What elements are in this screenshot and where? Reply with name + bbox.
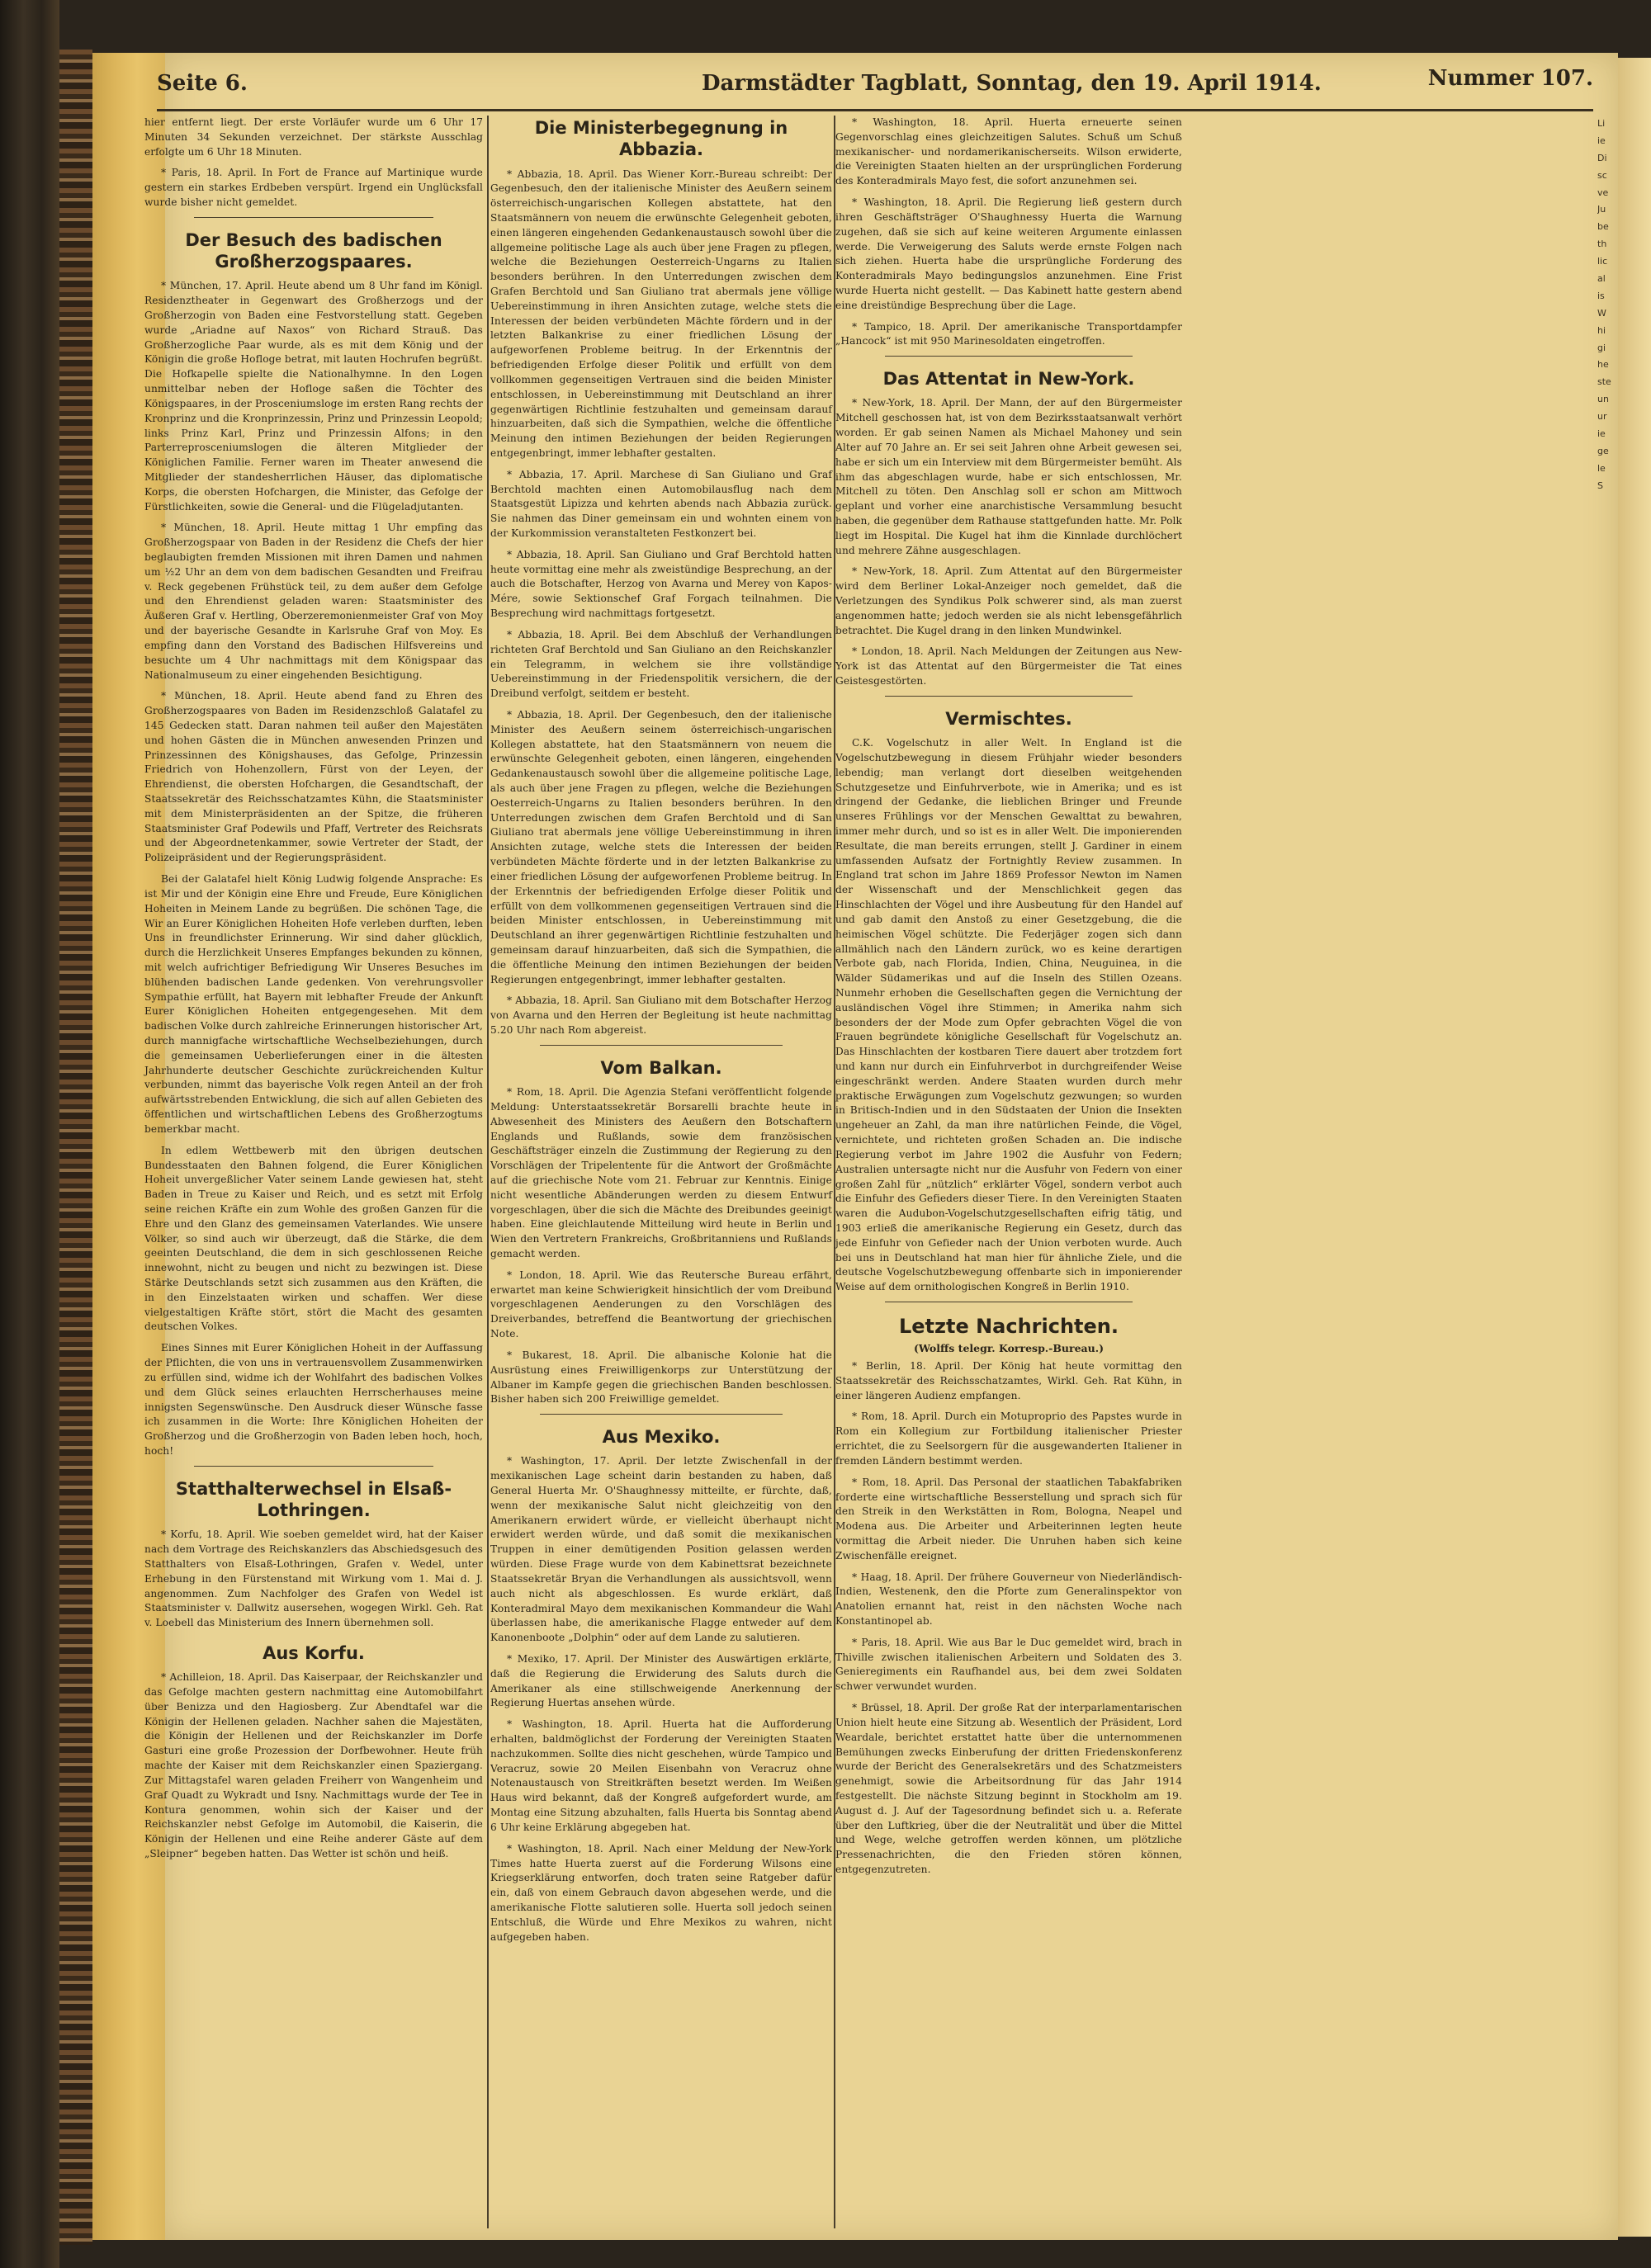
article-text: * London, 18. April. Wie das Reutersche Bureau erfährt, erwartet man keine Schwierigkeit hinsichtlich der vom Dreibund vorgeschlagenen Aenderungen zu den Vorschlägen des Dreiverbandes, betreffend die Beantwortung der griechischen Note. <box>490 1269 832 1340</box>
article-text: * Washington, 18. April. Die Regierung ließ gestern durch ihren Geschäftsträger O'Shaughnessy Huerta die Warnung zugehen, daß sie sich auf keine weiteren Argumente einlassen werde. Die Verweigerung des Saluts werde ernste Folgen nach sich ziehen. Huerta habe die ursprüngliche Forderung des Konteradmirals Mayo bedingungslos anzunehmen. Eine Frist wurde Huerta nicht gestellt. — Das Kabinett hatte gestern abend eine dreistündige Besprechung über die Lage. <box>835 196 1182 311</box>
article-heading: Vermischtes. <box>945 708 1072 729</box>
article-text: * Haag, 18. April. Der frühere Gouverneur von Niederländisch-Indien, Westenenk, den die Pforte zum Generalinspektor von Anatolien ernannt hat, reist in den nächsten Woche nach Konstantinopel ab. <box>835 1571 1182 1627</box>
fragment: ie <box>1597 135 1606 146</box>
article-text: * München, 18. April. Heute mittag 1 Uhr empfing das Großherzogspaar von Baden in der Residenz die Chefs der hier beglaubigten fremden Missionen mit ihren Damen und nahmen um ½2 Uhr an dem von dem badischen Gesandten und Freifrau v. Reck gegebenen Frühstück teil, zu dem außer dem Gefolge und den Ehrendienst geladen waren: Staatsminister des Äußeren Graf v. Hertling, Oberzeremonienmeister Graf von Moy und der bayerische Gesandte in Karlsruhe Graf von Moy. Es empfing dann den Vorstand des Badischen Hilfsvereins und besuchte um 4 Uhr nachmittags mit dem Königspaar das Nationalmuseum zu einer eingehenden Besichtigung. <box>144 522 483 681</box>
article-text: * Rom, 18. April. Durch ein Motuproprio des Papstes wurde in Rom ein Kollegium zur Fortbildung italienischer Priester errichtet, die zu Seelsorgern für die ausgewanderten Italiener in fremden Ländern bestimmt werden. <box>835 1410 1182 1467</box>
book-binding <box>0 0 59 2268</box>
article-text: * München, 17. April. Heute abend um 8 Uhr fand im Königl. Residenztheater in Gegenwart des Großherzogs und der Großherzogin von Baden eine Festvorstellung statt. Gegeben wurde „Ariadne auf Naxos“ von Richard Strauß. Das Großherzogliche Paar wurde, als es mit dem König und der Königin die große Hofloge betrat, mit lauten Hochrufen begrüßt. Die Hofkapelle spielte die Nationalhymne. In den Logen unmittelbar neben der Hofloge saßen die Töchter des Königspaares, in der Prosceniumsloge im ersten Rang rechts der Kronprinz und die Kronprinzessin, Prinz und Prinzessin Leopold; links Prinz Karl, Prinz und Prinzessin Alfons; in den Parterreprosceniumslogen die älteren Mitglieder der Königlichen Familie. Ferner waren im Theater anwesend die Mitglieder der standesherrlichen Häuser, das diplomatische Korps, die obersten Hofchargen, die Minister, das Gefolge der Fürstlichkeiten, sowie die General- und die Flügeladjutanten. <box>144 280 483 513</box>
article-heading: Der Besuch des badischen Großherzogspaares. <box>185 229 442 272</box>
article-text: * Rom, 18. April. Die Agenzia Stefani veröffentlicht folgende Meldung: Unterstaatssekretär Borsarelli brachte heute in Abwesenheit des Ministers des Aeußern den Botschaftern Englands und Rußlands, sowie dem französischen Geschäftsträger einzeln die Zustimmung der Regierung zu den Vorschlägen der Tripelentente für die Antwort der Großmächte auf die griechische Note vom 21. Februar zur Kenntnis. Einige nicht wesentliche Abänderungen werden zu diesem Entwurf vorgeschlagen, über die sich die Mächte des Dreibundes geeinigt haben. Eine gleichlautende Mitteilung wird heute in Berlin und Wien den Vertretern Frankreichs, Großbritanniens und Rußlands gemacht werden. <box>490 1086 832 1259</box>
fragment: gi <box>1597 342 1606 353</box>
separator <box>194 217 433 218</box>
fragment: ste <box>1597 376 1611 388</box>
fragment: le <box>1597 462 1606 474</box>
fragment: be <box>1597 221 1609 233</box>
article-text: * Abbazia, 18. April. Der Gegenbesuch, den der italienische Minister des Aeußern seinem österreichisch-ungarischen Kollegen abstattete, hat den Staatsmännern von neuem die erwünschte Gelegenheit geboten, einen längeren, eingehenden Gedankenaustausch sowohl über die allgemeine politische Lage, als auch über jene Fragen zu pflegen, welche die Beziehungen Oesterreich-Ungarns zu Italien besonders berühren. In den Unterredungen zwischen dem Grafen Berchtold und di San Giuliano trat abermals jene völlige Uebereinstimmung in ihren Ansichten zutage, welche stets die Interessen der beiden verbündeten Mächte förderte und in der letzten Balkankrise zu einer friedlichen Lösung der aufgeworfenen Probleme beitrug. In der Erkenntnis der befriedigenden Erfolge dieser Politik und erfüllt von dem vollkommenen gegenseitigen Vertrauen sind die beiden Minister entschlossen, in Uebereinstimmung mit Deutschland an ihrer gegenwärtigen Richtlinie festzuhalten und gemeinsam darauf hinzuarbeiten, daß sich die Sympathien, die die öffentliche Meinung den intimen Beziehungen der beiden Regierungen entgegenbringt, immer lebhafter gestalten. <box>490 708 832 985</box>
column-divider <box>487 116 489 2228</box>
article-text: C.K. Vogelschutz in aller Welt. In England ist die Vogelschutzbewegung in diesem Frühjahr wieder besonders lebendig; man verlangt dort dieselben weitgehenden Schutzgesetze und Einfuhrverbote, wie in Amerika; und es ist dringend der Gedanke, die lieblichen Bringer und Freunde unseres Frühlings vor der Menschen Gewalttat zu bewahren, immer mehr durch, und so ist es in aller Welt. Die imponierenden Resultate, die man bereits errungen, stellt J. Gardiner in einem umfassenden Aufsatz der Fortnightly Review zusammen. In England trat schon im Jahre 1869 Professor Newton im Namen der Wissenschaft und der Menschlichkeit gegen das Hinschlachten der Vögel und ihre Ausbeutung für den Handel auf und gab damit den Anstoß zu einer Gesetzgebung, die die heimischen Vögel schützte. Die Federjäger zogen sich dann allmählich nach den Ländern zurück, wo es keine derartigen Verbote gab, nach Florida, Indien, China, Neuguinea, in die Wälder Südamerikas und auf die Inseln des Stillen Ozeans. Nunmehr erhoben die Gesellschaften gegen die Vernichtung der ausländischen Vögel ihre Stimmen; in Amerika nahm sich besonders der der Mode zum Opfer gebrachten Vögel die von Frauen begründete königliche Gesellschaft für Vogelschutz an. Das Hinschlachten der kostbaren Tiere dauert aber trotzdem fort und kann nur durch ein Einfuhrverbot in durchgreifender Weise eingeschränkt werden. Andere Staaten wurden durch mehr praktische Erwägungen zum Vogelschutz gezwungen; so wurden in Britisch-Indien und in den Südstaaten der Union die Insekten ungeheuer an Zahl, da man ihre natürlichen Feinde, die Vögel, vernichtete, und richteten großen Schaden an. Die indische Regierung verbot im Jahre 1902 die Ausfuhr von Federn; Australien untersagte nicht nur die Ausfuhr von Federn von einer großen Zahl für „nützlich“ erklärter Vögel, sondern verbot auch die Einfuhr des Gefieders dieser Tiere. In den Vereinigten Staaten waren die Audubon-Vogelschutzgesellschaften eifrig tätig, und 1903 erließ die amerikanische Regierung ein Gesetz, durch das jede Einfuhr von Gefieder nach der Union verboten wurde. Auch bei uns in Deutschland hat man hier für ähnliche Ziele, und die deutsche Vogelschutzbewegung offenbarte sich in imponierender Weise auf dem ornithologischen Kongreß in Berlin 1910. <box>835 737 1182 1293</box>
article-text: * Korfu, 18. April. Wie soeben gemeldet wird, hat der Kaiser nach dem Vortrage des Reichskanzlers das Abschiedsgesuch des Statthalters von Elsaß-Lothringen, Grafen v. Wedel, unter Erhebung in den Fürstenstand mit Wirkung vom 1. Mai d. J. angenommen. Zum Nachfolger des Grafen von Wedel ist Staatsminister v. Dallwitz ausersehen, wogegen Wirkl. Geh. Rat v. Loebell das Ministerium des Innern übernehmen soll. <box>144 1529 483 1629</box>
article-text: * Washington, 18. April. Huerta erneuerte seinen Gegenvorschlag eines gleichzeitigen Salutes. Schuß um Schuß mexikanischer- und nordamerikanischerseits. Wilson erwiderte, die Vereinigten Staaten hielten an der ursprünglichen Forderung des Konteradmirals Mayo fest, die sofort anzunehmen sei. <box>835 116 1182 187</box>
fragment: ge <box>1597 445 1609 456</box>
fragment: he <box>1597 359 1609 371</box>
article-text: * Brüssel, 18. April. Der große Rat der interparlamentarischen Union hielt heute eine Sitzung ab. Wesentlich der Präsident, Lord Weardale, berichtet erstattet hatte über die unternommenen Bemühungen zwecks Einberufung der dritten Friedenskonferenz wurde der Bericht des Generalsekretärs und des Schatzmeisters genehmigt, sowie die Arbeitsordnung für das Jahr 1914 festgestellt. Die nächste Sitzung beginnt in Stockholm am 19. August d. J. Auf der Tagesordnung befindet sich u. a. Referate über den Luftkrieg, über die der Neutralität und über die Mittel und Wege, welche getroffen werden können, um plötzliche Pressenachrichten, die den Frieden stören können, entgegenzutreten. <box>835 1702 1182 1875</box>
article-text: * Rom, 18. April. Das Personal der staatlichen Tabakfabriken forderte eine wirtschaftliche Besserstellung und sprach sich für den Streik in den Werkstätten in Rom, Bologna, Neapel und Modena aus. Die Arbeiter und Arbeiterinnen legten heute vormittag die Arbeit nieder. Die Unruhen haben sich keine Zwischenfälle ereignet. <box>835 1476 1182 1562</box>
article-text: * New-York, 18. April. Zum Attentat auf den Bürgermeister wird dem Berliner Lokal-Anzeiger noch gemeldet, daß die Verletzungen des Syndikus Polk schwerer sind, als man zuerst angenommen hatte; jedoch werden sie als nicht lebensgefährlich betrachtet. Die Kugel drang in den linken Mundwinkel. <box>835 565 1182 636</box>
separator <box>885 696 1133 697</box>
fragment: W <box>1597 307 1606 319</box>
article-heading: Die Ministerbegegnung in Abbazia. <box>534 118 788 160</box>
column-2 <box>490 116 832 1951</box>
article-text: * Washington, 18. April. Huerta hat die Aufforderung erhalten, baldmöglichst der Forderung der Vereinigten Staaten nachzukommen. Sollte dies nicht geschehen, würde Tampico und Veracruz, sowie 20 Meilen Eisenbahn von Veracruz ohne Notenaustausch von Streitkräften besetzt werden. Im Weißen Haus wird bekannt, daß der Kongreß aufgefordert wurde, am Montag eine Sitzung abzuhalten, falls Huerta bis Sonntag abend 6 Uhr keine Erklärung abgegeben hat. <box>490 1718 832 1833</box>
article-text: * München, 18. April. Heute abend fand zu Ehren des Großherzogspaares von Baden im Residenzschloß Galatafel zu 145 Gedecken statt. Daran nahmen teil außer den Majestäten und hohen Gästen die in München anwesenden Prinzen und Prinzessinnen des Königshauses, das Gefolge, Prinzessin Friedrich von Hohenzollern, Fürst von der Leyen, der Ehrendienst, die obersten Hofchargen, die Gesandtschaft, der Staatssekretär des Reichsschatzamtes Kühn, die Staatsminister mit dem Ministerpräsidenten an der Spitze, die früheren Staatsminister Graf Podewils und Pfaff, Vertreter des Reichsrats und der Abgeordnetenkammer, sowie Vertreter der Stadt, der Polizeipräsident und der Regierungspräsident. <box>144 690 483 864</box>
article-text: * Paris, 18. April. In Fort de France auf Martinique wurde gestern ein starkes Erdbeben verspürt. Irgend ein Unglücksfall wurde bisher nicht gemeldet. <box>144 167 483 209</box>
article-text: Eines Sinnes mit Eurer Königlichen Hoheit in der Auffassung der Pflichten, die von uns in vertrauensvollem Zusammenwirken zu erfüllen sind, widme ich der Wohlfahrt des badischen Volkes und dem Glück seines erlauchten Herrscherhauses meine innigsten Segenswünsche. Den Ausdruck dieser Wünsche fasse ich zusammen in die Worte: Ihre Königlichen Hoheiten der Großherzog und die Großherzogin von Baden leben hoch, hoch, hoch! <box>144 1342 483 1457</box>
article-heading: Statthalterwechsel in Elsaß-Lothringen. <box>175 1478 452 1520</box>
next-page-edge <box>1618 58 1651 2237</box>
column-1 <box>144 116 483 1869</box>
article-heading: Das Attentat in New-York. <box>882 369 1135 390</box>
article-text: * Achilleion, 18. April. Das Kaiserpaar, der Reichskanzler und das Gefolge machten gestern nachmittag eine Automobilfahrt über Benizza und den Hagiosberg. Zur Abendtafel war die Königin der Hellenen geladen. Nachher sahen die Majestäten, die Königin der Hellenen und der Reichskanzler im Dorfe Gasturi eine große Prozession der Dorfbewohner. Heute früh machte der Kaiser mit dem Reichskanzler einen Spaziergang. Zur Mittagstafel waren geladen Freiherr von Wangenheim und Graf Quadt zu Wykradt und Isny. Nachmittags wurde der Tee in Kontura genommen, wohin sich der Kaiser und der Reichskanzler nebst Gefolge im Automobil, die Kaiserin, die Königin der Hellenen und eine Reihe anderer Gäste auf dem „Sleipner“ begeben hatten. Das Wetter ist schön und heiß. <box>144 1671 483 1859</box>
article-text: * London, 18. April. Nach Meldungen der Zeitungen aus New-York ist das Attentat auf den Bürgermeister die Tat eines Geistesgestörten. <box>835 645 1182 687</box>
page-header <box>157 66 1593 99</box>
article-heading: Aus Mexiko. <box>602 1427 721 1448</box>
fragment: is <box>1597 290 1605 301</box>
fragment: S <box>1597 480 1603 491</box>
fragment: ve <box>1597 187 1609 198</box>
article-text: * Berlin, 18. April. Der König hat heute vormittag den Staatssekretär des Reichsschatzamtes, Wirkl. Geh. Rat Kühn, in einer längeren Audienz empfangen. <box>835 1360 1182 1401</box>
article-text: * Abbazia, 18. April. Das Wiener Korr.-Bureau schreibt: Der Gegenbesuch, den der italienische Minister des Aeußern seinem österreichisch-ungarischen Kollegen abstattete, hat den Staatsmännern von neuem die erwünschte Gelegenheit geboten, einen längeren eingehenden Gedankenaustausch sowohl über die allgemeine politische Lage als auch über jene Fragen zu pflegen, welche die Beziehungen Oesterreich-Ungarns zu Italien besonders berühren. In den Unterredungen zwischen dem Grafen Berchtold und San Giuliano trat abermals jene völlige Uebereinstimmung in ihren Ansichten zutage, welche stets die Interessen der beiden verbündeten Mächte fördern und in der letzten Balkankrise zu einer friedlichen Lösung der aufgeworfenen Probleme beitrug. In der Erkenntnis der befriedigenden Erfolge dieser Politik und erfüllt von dem vollkommen gegenseitigen Vertrauen sind die beiden Minister entschlossen, in Uebereinstimmung mit Deutschland an ihrer gegenwärtigen Richtlinie festzuhalten und gemeinsam darauf hinzuarbeiten, daß sich die Sympathien, welche die öffentliche Meinung den intimen Beziehungen der beiden Regierungen entgegenbringt, immer lebhafter gestalten. <box>490 168 832 459</box>
page-number-label: Seite 6. <box>157 71 248 96</box>
marbled-binding-edge <box>59 50 92 2245</box>
fragment: hi <box>1597 324 1606 336</box>
article-text: Bei der Galatafel hielt König Ludwig folgende Ansprache: Es ist Mir und der Königin eine Ehre und Freude, Eure Königlichen Hoheiten in Meinem Lande zu begrüßen. Die schönen Tage, die Wir an Eurer Königlichen Hoheiten Hofe verleben durften, leben Uns in freundlichster Erinnerung. Wir sind daher glücklich, durch die Herzlichkeit Unseres Empfanges bekunden zu können, mit welch aufrichtiger Befriedigung Wir Unseres Besuches im blühenden badischen Lande gedenken. Von verehrungsvoller Sympathie erfüllt, hat Bayern mit lebhafter Freude der Ankunft Eurer Königlichen Hoheiten entgegengesehen. Mit dem badischen Volke durch zahlreiche Erinnerungen historischer Art, durch mannigfache wirtschaftliche Wechselbeziehungen, durch die gemeinsamen Ueberlieferungen einer in die ältesten Jahrhunderte deutscher Geschichte zurückreichenden Kultur verbunden, nimmt das bayerische Volk regen Anteil an der froh aufwärtsstrebenden Entwicklung, die sich auf allen Gebieten des öffentlichen und wirtschaftlichen Lebens des Großherzogtums bemerkbar macht. <box>144 873 483 1135</box>
article-heading: Vom Balkan. <box>600 1057 722 1078</box>
fragment: Di <box>1597 152 1607 163</box>
separator <box>194 1466 433 1467</box>
fragment: Ju <box>1597 204 1606 215</box>
fragment: Li <box>1597 118 1606 129</box>
fragment: lic <box>1597 256 1608 267</box>
column-3 <box>835 116 1182 1884</box>
article-text: In edlem Wettbewerb mit den übrigen deutschen Bundesstaaten den Bahnen folgend, die Eurer Königlichen Hoheit unvergeßlicher Vater seinem Lande gewiesen hat, steht Baden in Treue zu Kaiser und Reich, und es setzt mit Erfolg seine reichen Kräfte ein zum Wohle des großen Ganzen für die Ehre und den Glanz des gemeinsamen Vaterlandes. Wie unsere Völker, so sind auch wir überzeugt, daß die Stärke, die dem geeinten Deutschland, die dem in sich geschlossenen Reiche innewohnt, nicht zu beugen und nicht zu bezwingen ist. Diese Stärke Deutschlands setzt sich zusammen aus den Kräften, die in den Einzelstaaten wirken und schaffen. Wer diese vielgestaltigen Kräfte stört, stört die Macht des gesamten deutschen Volkes. <box>144 1144 483 1333</box>
article-text: * Washington, 17. April. Der letzte Zwischenfall in der mexikanischen Lage scheint darin bestanden zu haben, daß General Huerta Mr. O'Shaughnessy mitteilte, er fürchte, daß, wenn der mexikanische Salut nicht gleichzeitig von den Amerikanern erwidert würde, er vielleicht überhaupt nicht erwidert werden würde, und daß somit die mexikanischen Truppen in einer demütigenden Position gelassen werden würden. Diese Frage wurde von dem Kabinettsrat bezeichnete Staatssekretär Bryan die Verhandlungen als aussichtsvoll, wenn auch nicht als abgeschlossen. Es wurde erklärt, daß Konteradmiral Mayo dem mexikanischen Kommandeur die Wahl überlassen habe, die amerikanische Flagge entweder auf dem Kanonenboote „Dolphin“ oder auf dem Lande zu salutieren. <box>490 1455 832 1644</box>
adjacent-page-fragments <box>1597 116 1618 495</box>
fragment: sc <box>1597 169 1607 181</box>
fragment: un <box>1597 394 1609 405</box>
article-heading: Aus Korfu. <box>263 1642 365 1663</box>
separator <box>540 1414 783 1415</box>
article-text: * Abbazia, 18. April. San Giuliano mit dem Botschafter Herzog von Avarna und den Herren der Begleitung ist heute nachmittag 5.20 Uhr nach Rom abgereist. <box>490 995 832 1036</box>
article-heading: Letzte Nachrichten. <box>898 1315 1119 1338</box>
article-text: * Abbazia, 18. April. Bei dem Abschluß der Verhandlungen richteten Graf Berchtold und San Giuliano an den Reichskanzler ein Telegramm, in welchem sie ihre vollständige Uebereinstimmung in der Friedenspolitik versichern, die der Dreibund verfolgt, seitdem er besteht. <box>490 628 832 700</box>
article-text: * Mexiko, 17. April. Der Minister des Auswärtigen erklärte, daß die Regierung die Erwiderung des Saluts durch die Amerikaner als eine stillschweigende Anerkennung der Regierung Huertas ansehen würde. <box>490 1652 832 1709</box>
article-text: * Abbazia, 18. April. San Giuliano und Graf Berchtold hatten heute vormittag eine mehr als zweistündige Besprechung, an der auch die Botschafter, Herzog von Avarna und Merey von Kapos-Mére, sowie Sektionschef Graf Forgach teilnahmen. Die Besprechung wird nachmittags fortgesetzt. <box>490 548 832 620</box>
header-rule <box>157 109 1593 111</box>
article-subheading: (Wolffs telegr. Korresp.-Bureau.) <box>914 1342 1104 1354</box>
fragment: th <box>1597 239 1607 250</box>
separator <box>885 356 1133 357</box>
masthead-line: Darmstädter Tagblatt, Sonntag, den 19. April 1914. <box>702 71 1322 96</box>
fragment: al <box>1597 273 1606 285</box>
article-text: hier entfernt liegt. Der erste Vorläufer wurde um 6 Uhr 17 Minuten 34 Sekunden verzeichnet. Der stärkste Ausschlag erfolgte um 6 Uhr 18 Minuten. <box>144 116 483 158</box>
article-text: * Washington, 18. April. Nach einer Meldung der New-York Times hatte Huerta zuerst auf die Forderung Wilsons eine Kriegserklärung entworfen, doch traten seine Ratgeber dafür ein, daß von einem Gebrauch davon abgesehen werde, und die amerikanische Flotte salutieren solle. Huerta soll jedoch seinen Entschluß, die Würde und Ehre Mexikos zu wahren, nicht aufgegeben haben. <box>490 1842 832 1943</box>
article-text: * Abbazia, 17. April. Marchese di San Giuliano und Graf Berchtold machten einen Automobilausflug nach dem Staatsgestüt Lipizza und kehrten abends nach Abbazia zurück. Sie nahmen das Diner gemeinsam ein und wohnten einem von der Kurkommission veranstalteten Festkonzert bei. <box>490 468 832 539</box>
fragment: ur <box>1597 411 1607 423</box>
issue-number: Nummer 107. <box>1427 66 1593 91</box>
article-text: * Tampico, 18. April. Der amerikanische Transportdampfer „Hancock“ ist mit 950 Marinesoldaten eingetroffen. <box>835 320 1182 347</box>
article-text: * Paris, 18. April. Wie aus Bar le Duc gemeldet wird, brach in Thiville zwischen italienischen Arbeitern und Soldaten des 3. Genieregiments ein Raufhandel aus, bei dem zwei Soldaten schwer verwundet wurden. <box>835 1636 1182 1693</box>
separator <box>540 1045 783 1046</box>
fragment: ie <box>1597 428 1606 440</box>
article-text: * Bukarest, 18. April. Die albanische Kolonie hat die Ausrüstung eines Freiwilligenkorps zur Unterstützung der Albaner im Kampfe gegen die griechischen Banden beschlossen. Bisher haben sich 200 Freiwillige gemeldet. <box>490 1349 832 1406</box>
article-text: * New-York, 18. April. Der Mann, der auf den Bürgermeister Mitchell geschossen hat, ist von dem Bezirksstaatsanwalt verhört worden. Er gab seinen Namen als Michael Mahoney und sein Alter auf 70 Jahre an. Er sei seit Jahren ohne Arbeit gewesen sei, habe er sich um ein Interview mit dem Bürgermeister bemüht. Als ihm das abgeschlagen wurde, habe er sich entschlossen, Mr. Mitchell zu töten. Den Anschlag soll er schon am Mittwoch geplant und vorher eine anarchistische Versammlung besucht haben, die gegenüber dem Rathause stattgefunden hatte. Mr. Polk liegt im Hospital. Die Kugel hat ihm die Kinnlade durchlöchert und mehrere Zähne ausgeschlagen. <box>835 397 1182 556</box>
